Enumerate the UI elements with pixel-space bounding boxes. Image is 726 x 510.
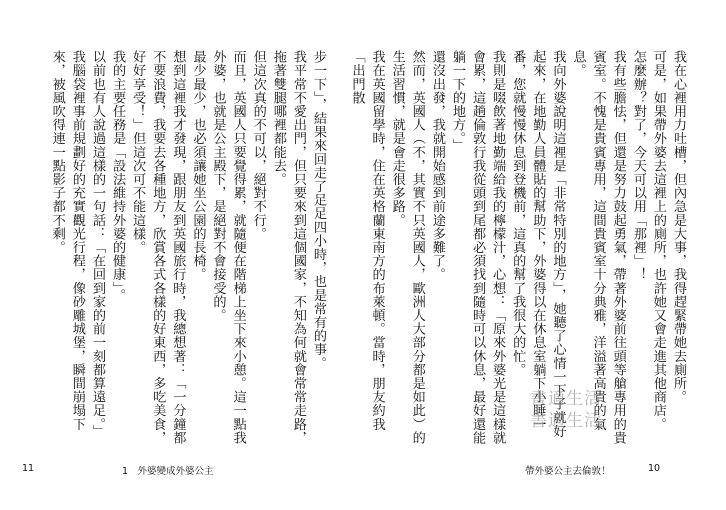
paragraph: 步一下」，結果來回走了足足四小時，也是常有的事。	[311, 50, 326, 370]
watermark-line: 書適生活	[530, 389, 602, 409]
paragraph: 我向外婆說明這裡是「非常特別的地方」，她聽了心情一下子就好起來，在地勤人員體貼的幫助下，外婆得以在休息室躺下小睡一番，您就慢慢休息到登機前，這真的幫了我很大的忙。	[510, 50, 566, 438]
paragraph: 怎麼辦？對了，今天可以用「那裡」！	[630, 50, 646, 282]
paragraph: 然而，英國人（不，其實不只英國人，歐洲人大部分都是如此）的生活習慣，就是會走很多路。	[389, 50, 425, 445]
paragraph: 可是，如果帶外婆去這裡上的廁所，也許她又會走進其他商店。	[650, 50, 666, 431]
left-page-body	[38, 50, 328, 445]
page-number: 11	[22, 463, 35, 474]
paragraph: 而且，英國人只要覺得累，就隨便在階梯上坐下來小憩。這一點我外婆，也就是公主殿下，是絕對不會接受的。	[210, 50, 246, 445]
watermark-line: 書適生活	[530, 411, 602, 431]
paragraph: 但這次真的不可以，絕對不行。	[250, 50, 266, 241]
paragraph: 想到這裡我才發現，跟朋友到英國旅行時，我總想著：「一分鐘都不要浪費，我要去各種地方，欣賞各式各樣的好東西，多吃美食，好好享受！」但這次可不能這樣。	[130, 50, 186, 445]
running-header-book-title: 帶外婆公主去倫敦！	[525, 466, 611, 477]
paragraph: 我有些膽怯，但還是努力鼓起勇氣，帶著外婆前往頭等艙專用的貴賓室。不愧是貴賓專用，這間貴賓室十分典雅，洋溢著高貴的氣息。	[570, 50, 626, 445]
paragraph: 還沒出發，我就開始感到前途多難了。	[429, 50, 445, 282]
page-number: 10	[648, 463, 661, 474]
running-header-chapter: 1 外婆變成外婆公主	[122, 466, 214, 477]
left-page-footer	[22, 463, 362, 479]
paragraph: 最少最少，也必須讓她坐公園的長椅。	[190, 50, 206, 282]
paragraph: 我平常不愛出門，但只要來到這個國家，不知為何就會常常走路，拖著雙腿哪裡都能去。	[270, 50, 306, 445]
right-page	[349, 0, 726, 510]
paragraph: 我的主要任務是「設法維持外婆的健康」。	[110, 50, 126, 302]
right-page-footer	[363, 463, 703, 479]
paragraph: 我則是啜飲著地勤端給我的檸檬汁，心想：「原來外婆光是這樣就會累，這趟倫敦行我從頭到尾都必須找到隨時可以休息，最好還能躺一下的地方。」	[449, 50, 506, 445]
paragraph: 我在心裡用力吐槽，但內急是大事，我得趕緊帶她去廁所。	[671, 50, 686, 404]
right-page-body	[349, 50, 688, 445]
paragraph: 我在英國留學時，住在英格蘭東南方的布萊頓。當時，朋友約我「出門散	[349, 50, 385, 431]
paragraph: 以前也有人說過這樣的一句話：「在回到家的前一刻都算遠足。」	[89, 50, 105, 438]
paragraph: 我腦袋裡事前規劃好的充實觀光行程，像砂雕城堡，瞬間崩塌下來，被風吹得連一點影子都不剩。	[49, 50, 85, 431]
